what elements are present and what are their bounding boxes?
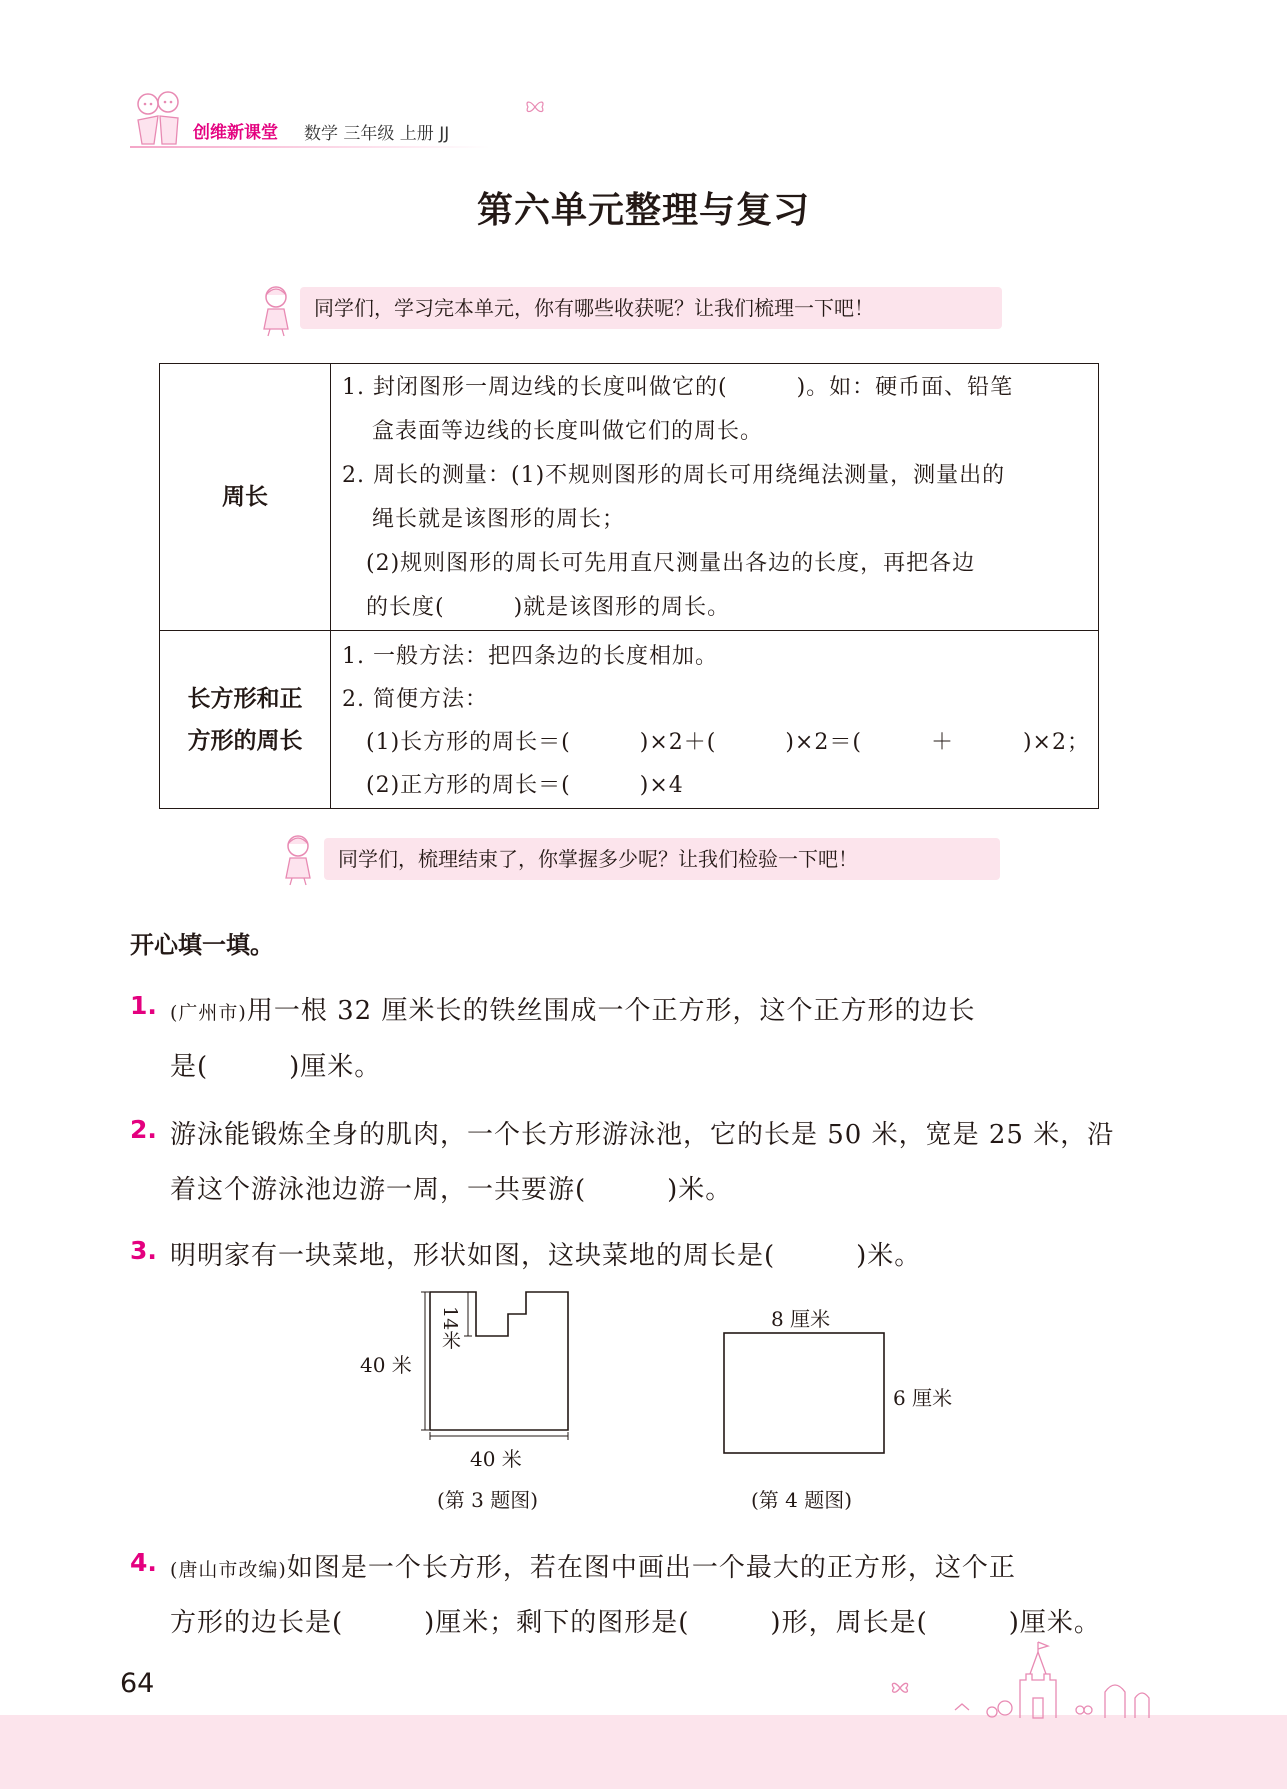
question-number: 4. [130,1548,157,1577]
page-number: 64 [120,1668,155,1699]
table-line: (2)规则图形的周长可先用直尺测量出各边的长度，再把各边 [366,551,976,576]
figure3-caption: (第 3 题图) [437,1488,539,1512]
table-line: 1. 一般方法：把四条边的长度相加。 [342,644,718,669]
butterfly-icon [524,98,546,116]
question-text: 用一根 32 厘米长的铁丝围成一个正方形，这个正方形的边长 [246,996,976,1026]
question-text: 如图是一个长方形，若在图中画出一个最大的正方形，这个正 [286,1553,1016,1583]
header-subject-line: 数学 三年级 上册 JJ [304,124,450,144]
table-line: 盒表面等边线的长度叫做它们的周长。 [372,419,764,444]
header-divider [130,146,490,148]
check-prompt-bubble: 同学们，梳理结束了，你掌握多少呢？让我们检验一下吧！ [324,838,1000,880]
table-row-rect-square-perimeter [160,631,1098,808]
figure3-notch-label: 14米 [439,1306,461,1350]
row-head-perimeter: 周长 [160,364,331,630]
figure3-width-label: 40 米 [470,1447,522,1471]
question-line: 方形的边长是( )厘米；剩下的图形是( )形，周长是( )厘米。 [170,1608,1101,1638]
question-line [170,990,975,1027]
section-title: 开心填一填。 [130,931,274,959]
question-line [170,1547,1016,1584]
table-line: 2. 简便方法： [342,687,488,712]
table-row-perimeter [160,364,1098,631]
figure4-top-label: 8 厘米 [771,1307,831,1331]
question-line: 明明家有一块菜地，形状如图，这块菜地的周长是( )米。 [170,1241,922,1271]
question-source: (唐山市改编) [170,1559,287,1581]
row-head-line: 方形的周长 [187,727,303,754]
table-line: 1. 封闭图形一周边线的长度叫做它的( )。如：硬币面、铅笔 [342,375,1014,400]
review-prompt-bubble: 同学们，学习完本单元，你有哪些收获呢？让我们梳理一下吧！ [300,287,1002,329]
footer-band [0,1715,1287,1789]
figure4-caption: (第 4 题图) [751,1488,853,1512]
summary-table [159,363,1099,809]
table-line: (1)长方形的周长＝( )×2＋( )×2＝( ＋ )×2； [366,730,1090,755]
row-head-line: 长方形和正 [187,685,303,712]
question-line: 是( )厘米。 [170,1052,382,1082]
table-line: 绳长就是该图形的周长； [372,507,626,532]
question-number: 1. [130,991,157,1020]
row-head-rect-square [160,631,331,808]
question-line: 着这个游泳池边游一周，一共要游( )米。 [170,1175,733,1205]
page-title: 第六单元整理与复习 [476,190,810,231]
table-line: (2)正方形的周长＝( )×4 [366,773,684,798]
castle-decoration-icon [880,1640,1170,1720]
question-number: 2. [130,1115,157,1144]
question-source: (广州市) [170,1002,247,1024]
girl-mascot-icon [278,832,320,886]
figure3-height-label: 40 米 [360,1353,412,1377]
table-line: 的长度( )就是该图形的周长。 [366,595,731,620]
girl-mascot-icon [256,283,298,337]
kids-mascot-logo [128,86,190,152]
question-line: 游泳能锻炼全身的肌肉，一个长方形游泳池，它的长是 50 米，宽是 25 米，沿 [170,1120,1115,1150]
figure4-right-label: 6 厘米 [893,1386,953,1410]
header-brand: 创维新课堂 [193,123,278,143]
figure4-rectangle [722,1331,886,1455]
question-number: 3. [130,1236,157,1265]
table-line: 2. 周长的测量：(1)不规则图形的周长可用绕绳法测量，测量出的 [342,463,1006,488]
